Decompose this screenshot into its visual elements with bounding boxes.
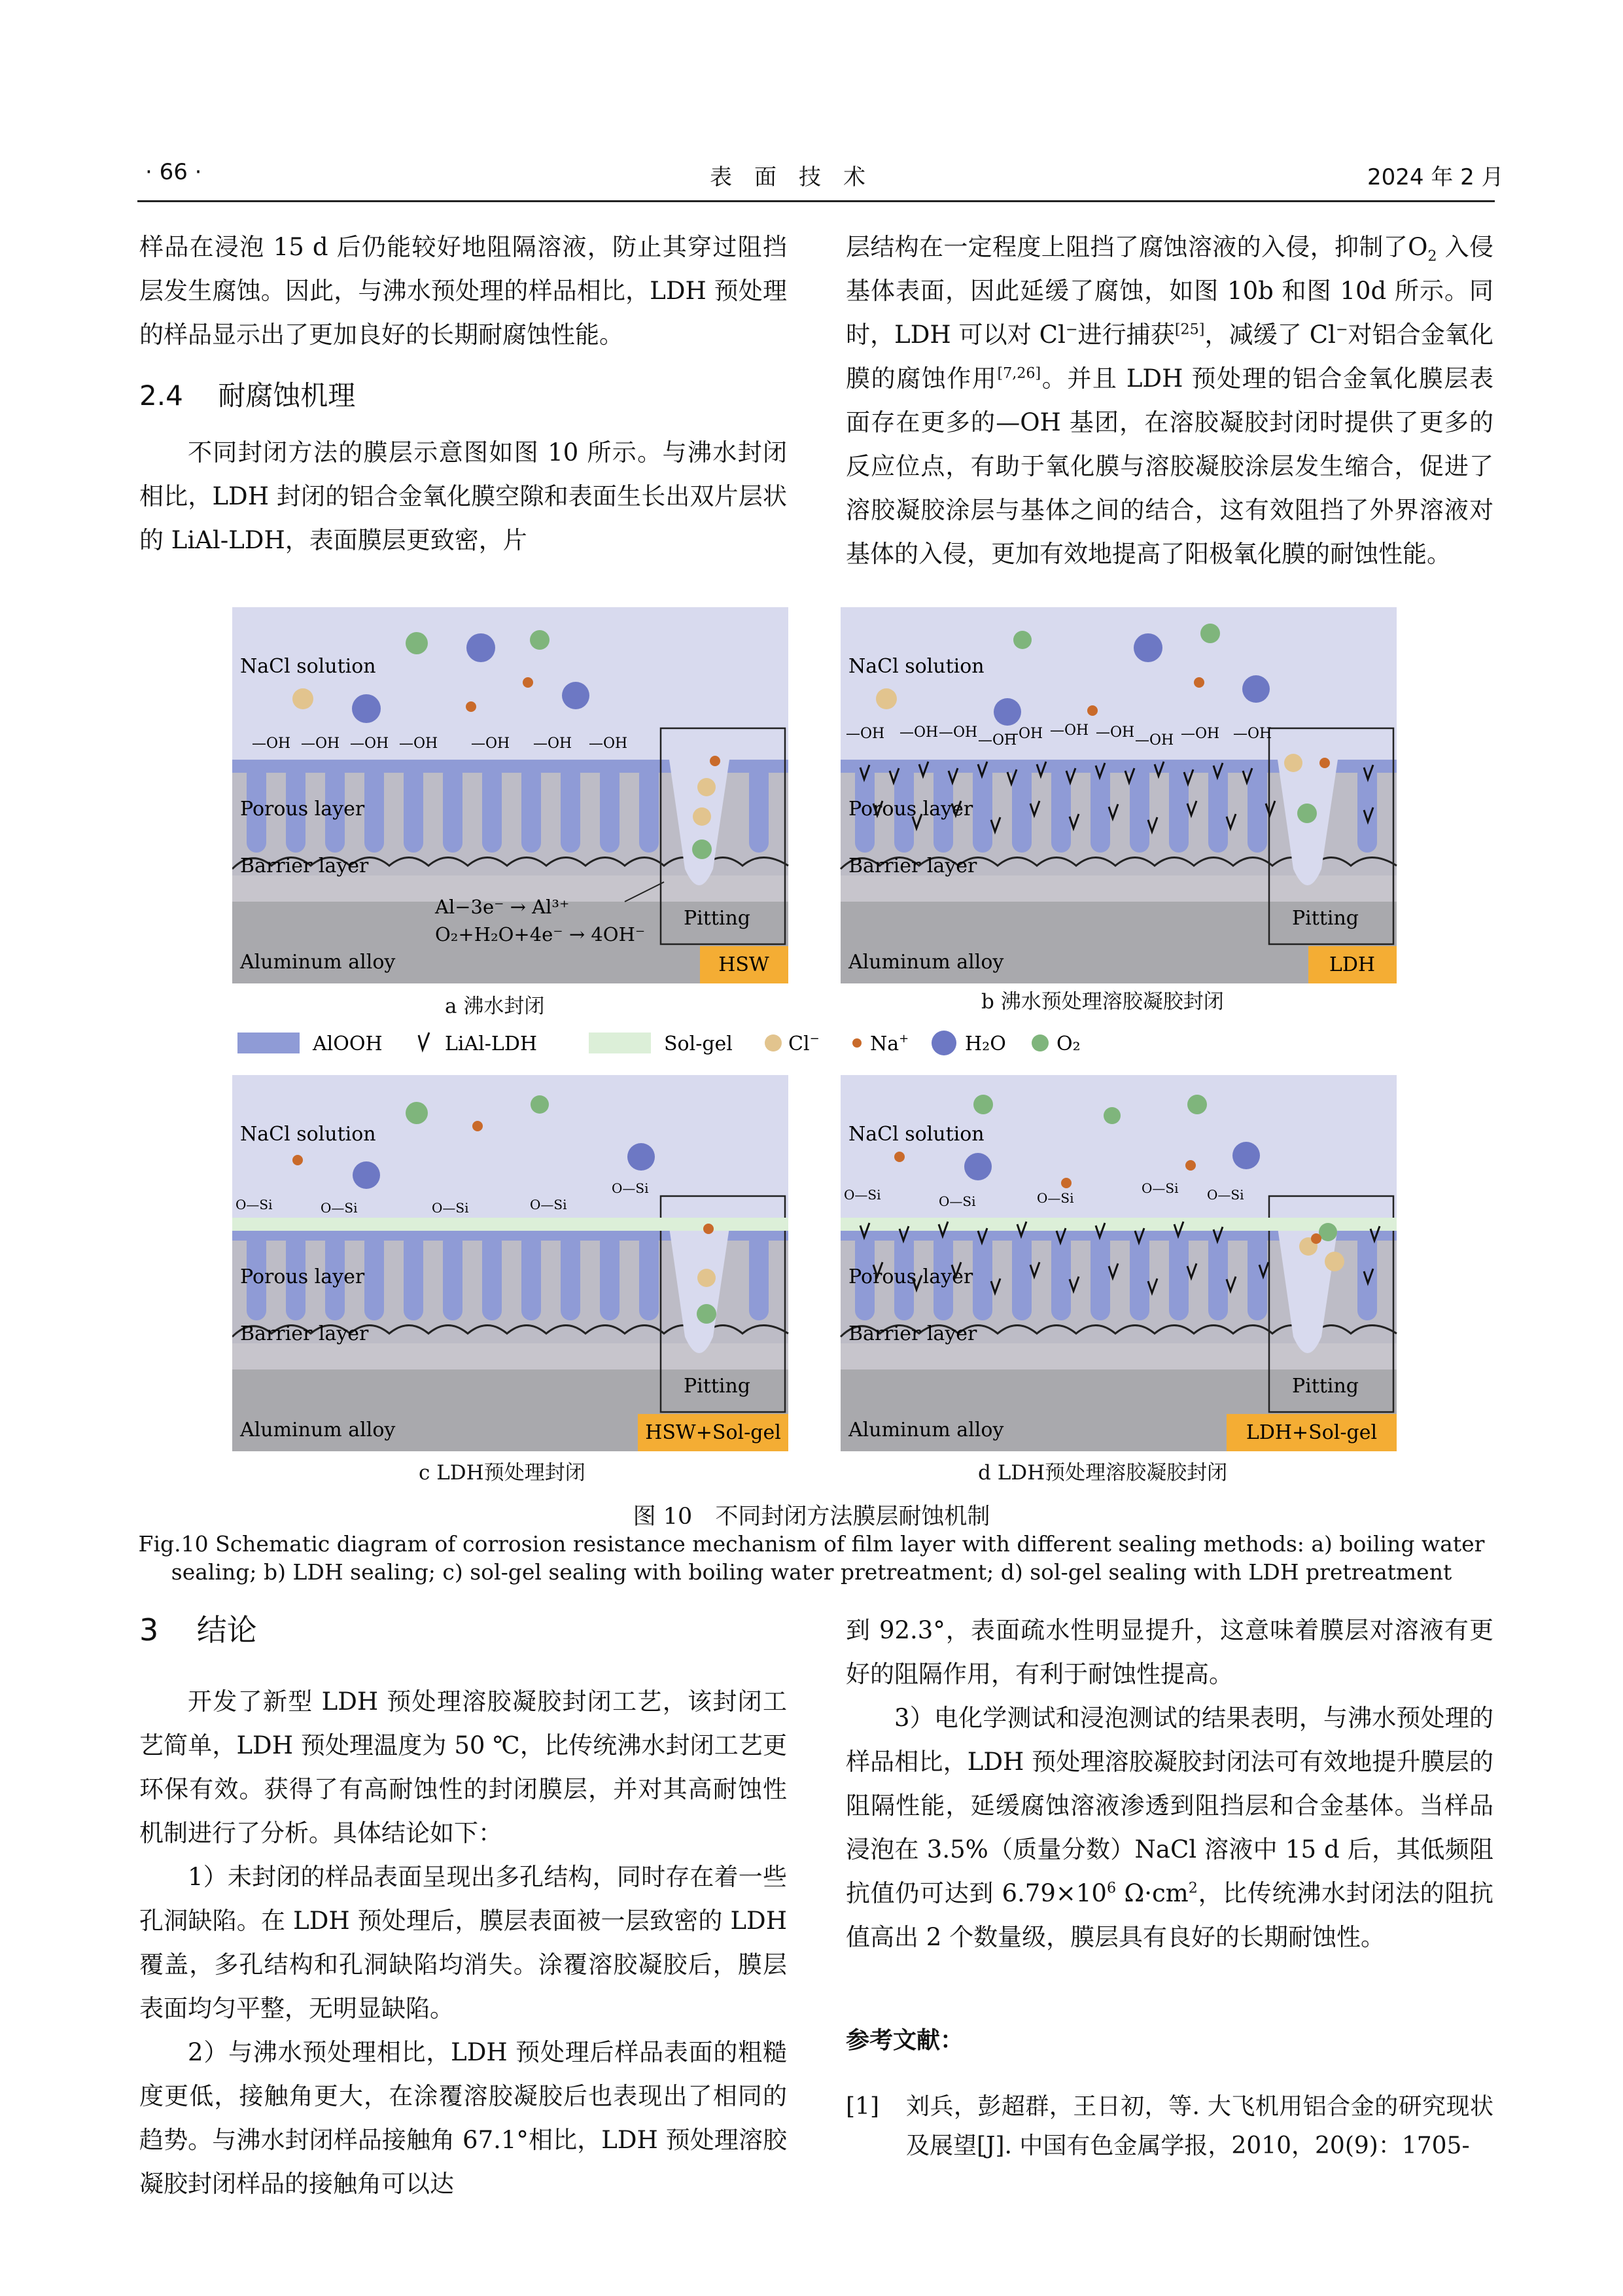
svg-text:HSW+Sol-gel: HSW+Sol-gel <box>645 1421 781 1444</box>
svg-text:NaCl solution: NaCl solution <box>848 655 985 678</box>
svg-text:Barrier layer: Barrier layer <box>240 1322 369 1345</box>
svg-text:AlOOH: AlOOH <box>313 1033 383 1055</box>
right-column-top <box>846 225 1493 576</box>
svg-text:—OH: —OH <box>899 724 939 741</box>
svg-text:—OH: —OH <box>1050 722 1089 739</box>
svg-text:Pitting: Pitting <box>684 907 751 930</box>
svg-text:—OH: —OH <box>846 726 885 742</box>
svg-text:Barrier layer: Barrier layer <box>848 855 977 877</box>
paragraph: 到 92.3°，表面疏水性明显提升，这意味着膜层对溶液有更好的阻隔作用，有利于耐蚀性提高。 <box>846 1616 1493 1688</box>
figure-caption-en-1: Fig.10 Schematic diagram of corrosion resistance mechanism of film layer with different sealing methods: a) boiling water <box>138 1531 1485 1557</box>
subcaption-a: a 沸水封闭 <box>445 995 545 1018</box>
svg-text:—OH: —OH <box>978 732 1017 749</box>
svg-text:LDH: LDH <box>1329 953 1376 976</box>
paragraph: 1）未封闭的样品表面呈现出多孔结构，同时存在着一些孔洞缺陷。在 LDH 预处理后，膜层表面被一层致密的 LDH 覆盖，多孔结构和孔洞缺陷均消失。涂覆溶胶凝胶后，膜层表面均匀平整，无明显缺陷。 <box>139 1863 787 2022</box>
svg-text:—OH: —OH <box>1233 726 1272 742</box>
svg-text:—OH: —OH <box>350 735 389 752</box>
citation: [25] <box>1174 321 1205 338</box>
left-column-bottom <box>139 1608 787 2206</box>
paragraph: 3）电化学测试和浸泡测试的结果表明，与沸水预处理的样品相比，LDH 预处理溶胶凝胶封闭法可有效地提升膜层的阻隔性能，延缓腐蚀溶液渗透到阻挡层和合金基体。当样品浸泡在 3.5%（质量分数）NaCl 溶液中 15 d 后，其低频阻抗值仍可达到 $6.79\times 10^6$ $\Omega\cdot cm^2$，比传统沸水封闭法的阻抗值高出 2 个数量级，膜层具有良好的长期耐蚀性。 <box>846 1704 1493 1951</box>
svg-text:Aluminum alloy: Aluminum alloy <box>848 1419 1004 1441</box>
paragraph: 样品在浸泡 15 d 后仍能较好地阻隔溶液，防止其穿过阻挡层发生腐蚀。因此，与沸水预处理的样品相比，LDH 预处理的样品显示出了更加良好的长期耐腐蚀性能。 <box>139 233 787 349</box>
svg-text:LDH+Sol-gel: LDH+Sol-gel <box>1246 1421 1378 1444</box>
paragraph: 2）与沸水预处理相比，LDH 预处理后样品表面的粗糙度更低，接触角更大，在涂覆溶胶凝胶后也表现出了相同的趋势。与沸水封闭样品接触角 67.1°相比，LDH 预处理溶胶凝胶封闭样品的接触角可以达 <box>139 2038 787 2198</box>
paragraph: 层结构在一定程度上阻挡了腐蚀溶液的入侵，抑制了$O_2$ 入侵基体表面，因此延缓了腐蚀，如图 10b 和图 10d 所示。同时，LDH 可以对 Cl−进行捕获[25]，减缓了 Cl−对铝合金氧化膜的腐蚀作用[7,26]。并且 LDH 预处理的铝合金氧化膜层表面存在更多的—OH 基团，在溶胶凝胶封闭时提供了更多的反应位点，有助于氧化膜与溶胶凝胶涂层发生缩合，促进了溶胶凝胶涂层与基体之间的结合，这有效阻挡了外界溶液对基体的入侵，更加有效地提高了阳极氧化膜的耐蚀性能。 <box>846 233 1494 568</box>
svg-text:Aluminum alloy: Aluminum alloy <box>848 951 1004 974</box>
svg-text:O—Si: O—Si <box>612 1180 649 1196</box>
reference-number: [1] <box>846 2093 879 2120</box>
svg-text:—OH: —OH <box>252 735 291 752</box>
svg-text:—OH: —OH <box>533 735 572 752</box>
svg-text:—OH: —OH <box>1181 726 1220 742</box>
svg-text:Porous layer: Porous layer <box>848 798 973 821</box>
subcaption-b: b 沸水预处理溶胶凝胶封闭 <box>981 990 1224 1014</box>
svg-text:Barrier layer: Barrier layer <box>848 1322 977 1345</box>
legend <box>237 1031 1081 1055</box>
svg-text:—OH: —OH <box>1004 726 1043 742</box>
paragraph: 开发了新型 LDH 预处理溶胶凝胶封闭工艺，该封闭工艺简单，LDH 预处理温度为 50 ℃，比传统沸水封闭工艺更环保有效。获得了有高耐蚀性的封闭膜层，并对其高耐蚀性机制进行了分析。具体结论如下： <box>139 1687 787 1847</box>
svg-text:Aluminum alloy: Aluminum alloy <box>240 1419 396 1441</box>
svg-text:—OH: —OH <box>1135 732 1174 749</box>
svg-text:Pitting: Pitting <box>1292 907 1359 930</box>
journal-name: 表 面 技 术 <box>710 164 865 190</box>
section-heading <box>139 374 787 417</box>
svg-text:O—Si: O—Si <box>939 1193 976 1209</box>
right-column-bottom <box>846 1608 1493 1959</box>
svg-text:Na+: Na+ <box>870 1032 909 1055</box>
svg-text:Porous layer: Porous layer <box>240 1265 365 1288</box>
citation: [7,26] <box>997 364 1041 382</box>
figure-caption-cn: 图 10 不同封闭方法膜层耐蚀机制 <box>633 1504 990 1530</box>
svg-text:—OH: —OH <box>939 724 978 741</box>
svg-text:O—Si: O—Si <box>1207 1187 1244 1203</box>
svg-text:O—Si: O—Si <box>236 1197 273 1212</box>
panel-b <box>841 607 1397 983</box>
svg-text:O—Si: O—Si <box>1142 1180 1179 1196</box>
svg-text:O—Si: O—Si <box>1037 1190 1074 1206</box>
svg-text:O—Si: O—Si <box>530 1197 567 1212</box>
page-number: · 66 · <box>145 159 202 185</box>
svg-text:LiAl-LDH: LiAl-LDH <box>445 1033 538 1055</box>
svg-text:NaCl solution: NaCl solution <box>848 1123 985 1146</box>
section-number: 3 <box>139 1612 159 1648</box>
svg-text:—OH: —OH <box>1096 724 1135 741</box>
figure-10 <box>232 607 1403 1484</box>
svg-text:Barrier layer: Barrier layer <box>240 855 369 877</box>
svg-text:HSW: HSW <box>718 953 769 976</box>
svg-text:O—Si: O—Si <box>321 1200 358 1216</box>
svg-text:Aluminum alloy: Aluminum alloy <box>240 951 396 974</box>
svg-text:O₂+H₂O+4e⁻ → 4OH⁻: O₂+H₂O+4e⁻ → 4OH⁻ <box>435 923 646 945</box>
svg-text:Sol-gel: Sol-gel <box>664 1033 733 1055</box>
svg-text:O—Si: O—Si <box>432 1200 469 1216</box>
panel-d <box>841 1075 1397 1451</box>
svg-text:—OH: —OH <box>301 735 340 752</box>
issue-date: 2024 年 2 月 <box>1367 164 1504 190</box>
svg-text:Pitting: Pitting <box>1292 1375 1359 1398</box>
svg-text:NaCl solution: NaCl solution <box>240 655 376 678</box>
left-column-top <box>139 225 787 562</box>
svg-text:O—Si: O—Si <box>844 1187 881 1203</box>
svg-text:O₂: O₂ <box>1056 1033 1081 1055</box>
svg-text:Porous layer: Porous layer <box>240 798 365 821</box>
panel-a <box>232 607 788 983</box>
section-number: 2.4 <box>139 380 183 412</box>
svg-text:—OH: —OH <box>589 735 628 752</box>
section-title: 耐腐蚀机理 <box>218 380 356 412</box>
references-title: 参考文献： <box>846 2026 964 2054</box>
svg-text:NaCl solution: NaCl solution <box>240 1123 376 1146</box>
svg-text:Cl−: Cl− <box>788 1032 820 1055</box>
subcaption-d: d LDH预处理溶胶凝胶封闭 <box>978 1461 1228 1485</box>
header-rule <box>137 200 1495 202</box>
svg-text:Porous layer: Porous layer <box>848 1265 973 1288</box>
svg-text:—OH: —OH <box>471 735 510 752</box>
panel-c <box>232 1075 788 1451</box>
subcaption-c: c LDH预处理封闭 <box>419 1461 585 1485</box>
reference-1: 刘兵，彭超群，王日初，等. 大飞机用铝合金的研究现状及展望[J]. 中国有色金属学报，2010，20(9)：1705- <box>906 2093 1493 2159</box>
section-heading <box>139 1608 787 1652</box>
svg-text:Pitting: Pitting <box>684 1375 751 1398</box>
paragraph: 不同封闭方法的膜层示意图如图 10 所示。与沸水封闭相比，LDH 封闭的铝合金氧化膜空隙和表面生长出双片层状的 LiAl-LDH，表面膜层更致密，片 <box>139 438 787 554</box>
section-title: 结论 <box>196 1612 257 1648</box>
svg-text:—OH: —OH <box>399 735 438 752</box>
svg-text:H₂O: H₂O <box>965 1033 1006 1055</box>
figure-caption-en-2: sealing; b) LDH sealing; c) sol-gel sealing with boiling water pretreatment; d) sol-gel sealing with LDH pretreatment <box>171 1559 1452 1585</box>
svg-text:Al−3e⁻ → Al³⁺: Al−3e⁻ → Al³⁺ <box>435 896 570 918</box>
